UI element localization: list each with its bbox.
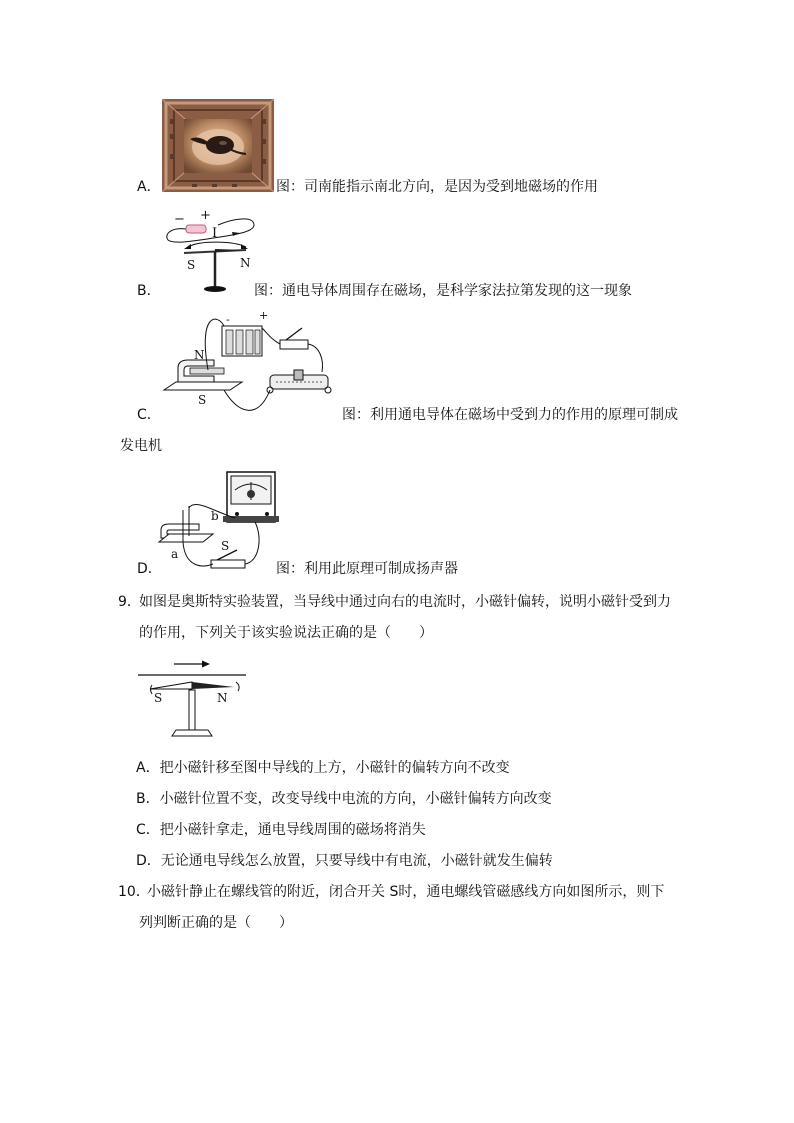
q9-option-c: C．把小磁针拿走，通电导线周围的磁场将消失 [136, 822, 426, 838]
magnet-icon [159, 524, 213, 542]
q8-option-b-text: 图：通电导体周围存在磁场，是科学家法拉第发现的这一现象 [254, 283, 632, 299]
b-plus-label: + [200, 208, 211, 223]
q9-option-d: D．无论通电导线怎么放置，只要导线中有电流，小磁针就发生偏转 [136, 853, 553, 869]
q8-option-c-text-line1: 图：利用通电导体在磁场中受到力的作用的原理可制成 [342, 407, 678, 423]
q9-south-label: S [154, 691, 163, 705]
d-label-a: a [171, 547, 179, 561]
q9-north-label: N [217, 691, 228, 705]
oersted-experiment-figure [138, 656, 248, 738]
rheostat-icon [267, 370, 331, 393]
q8-option-d-letter: D． [137, 561, 162, 577]
q8-option-b-letter: B． [137, 283, 161, 299]
current-direction-arrow [202, 661, 210, 668]
c-minus-label: - [226, 313, 230, 326]
b-minus-label: − [174, 212, 185, 227]
b-current-label: I [212, 226, 218, 241]
motor-experiment-figure-c [158, 310, 343, 420]
sinan-photo [162, 99, 274, 192]
q8-option-a-text: 图：司南能指示南北方向，是因为受到地磁场的作用 [276, 179, 598, 195]
q9-number: 9． [118, 594, 141, 610]
q8-option-a-letter: A． [137, 179, 161, 195]
galvanometer-icon [223, 472, 279, 522]
q9-stem-line1: 如图是奥斯特实验装置，当导线中通过向右的电流时，小磁针偏转，说明小磁针受到力 [139, 594, 671, 610]
c-north-label: N [194, 348, 205, 362]
generator-experiment-figure-d [155, 468, 285, 578]
b-south-label: S [187, 258, 196, 272]
q10-number: 10． [118, 884, 150, 900]
q9-option-b: B．小磁针位置不变，改变导线中电流的方向，小磁针偏转方向改变 [136, 791, 552, 807]
q10-stem-line1: 小磁针静止在螺线管的附近，闭合开关 S时，通电螺线管磁感线方向如图所示，则下 [147, 884, 665, 900]
q8-option-c-letter: C． [137, 407, 161, 423]
b-north-label: N [240, 256, 251, 270]
horseshoe-magnet-icon [164, 360, 242, 390]
q10-stem-line2: 列判断正确的是（ ） [139, 915, 293, 931]
battery-icon [186, 225, 206, 233]
oersted-figure-b [160, 205, 260, 295]
q8-option-c-text-line2: 发电机 [120, 438, 162, 454]
battery-box-icon [222, 326, 262, 356]
q8-option-d-text: 图：利用此原理可制成扬声器 [276, 561, 458, 577]
d-switch-label: S [221, 539, 230, 553]
d-label-b: b [211, 509, 219, 523]
c-plus-label: + [259, 309, 269, 322]
q9-stem-line2: 的作用，下列关于该实验说法正确的是（ ） [139, 625, 433, 641]
c-south-label: S [198, 393, 207, 407]
q9-option-a: A．把小磁针移至图中导线的上方，小磁针的偏转方向不改变 [136, 760, 510, 776]
switch-icon [280, 328, 308, 349]
